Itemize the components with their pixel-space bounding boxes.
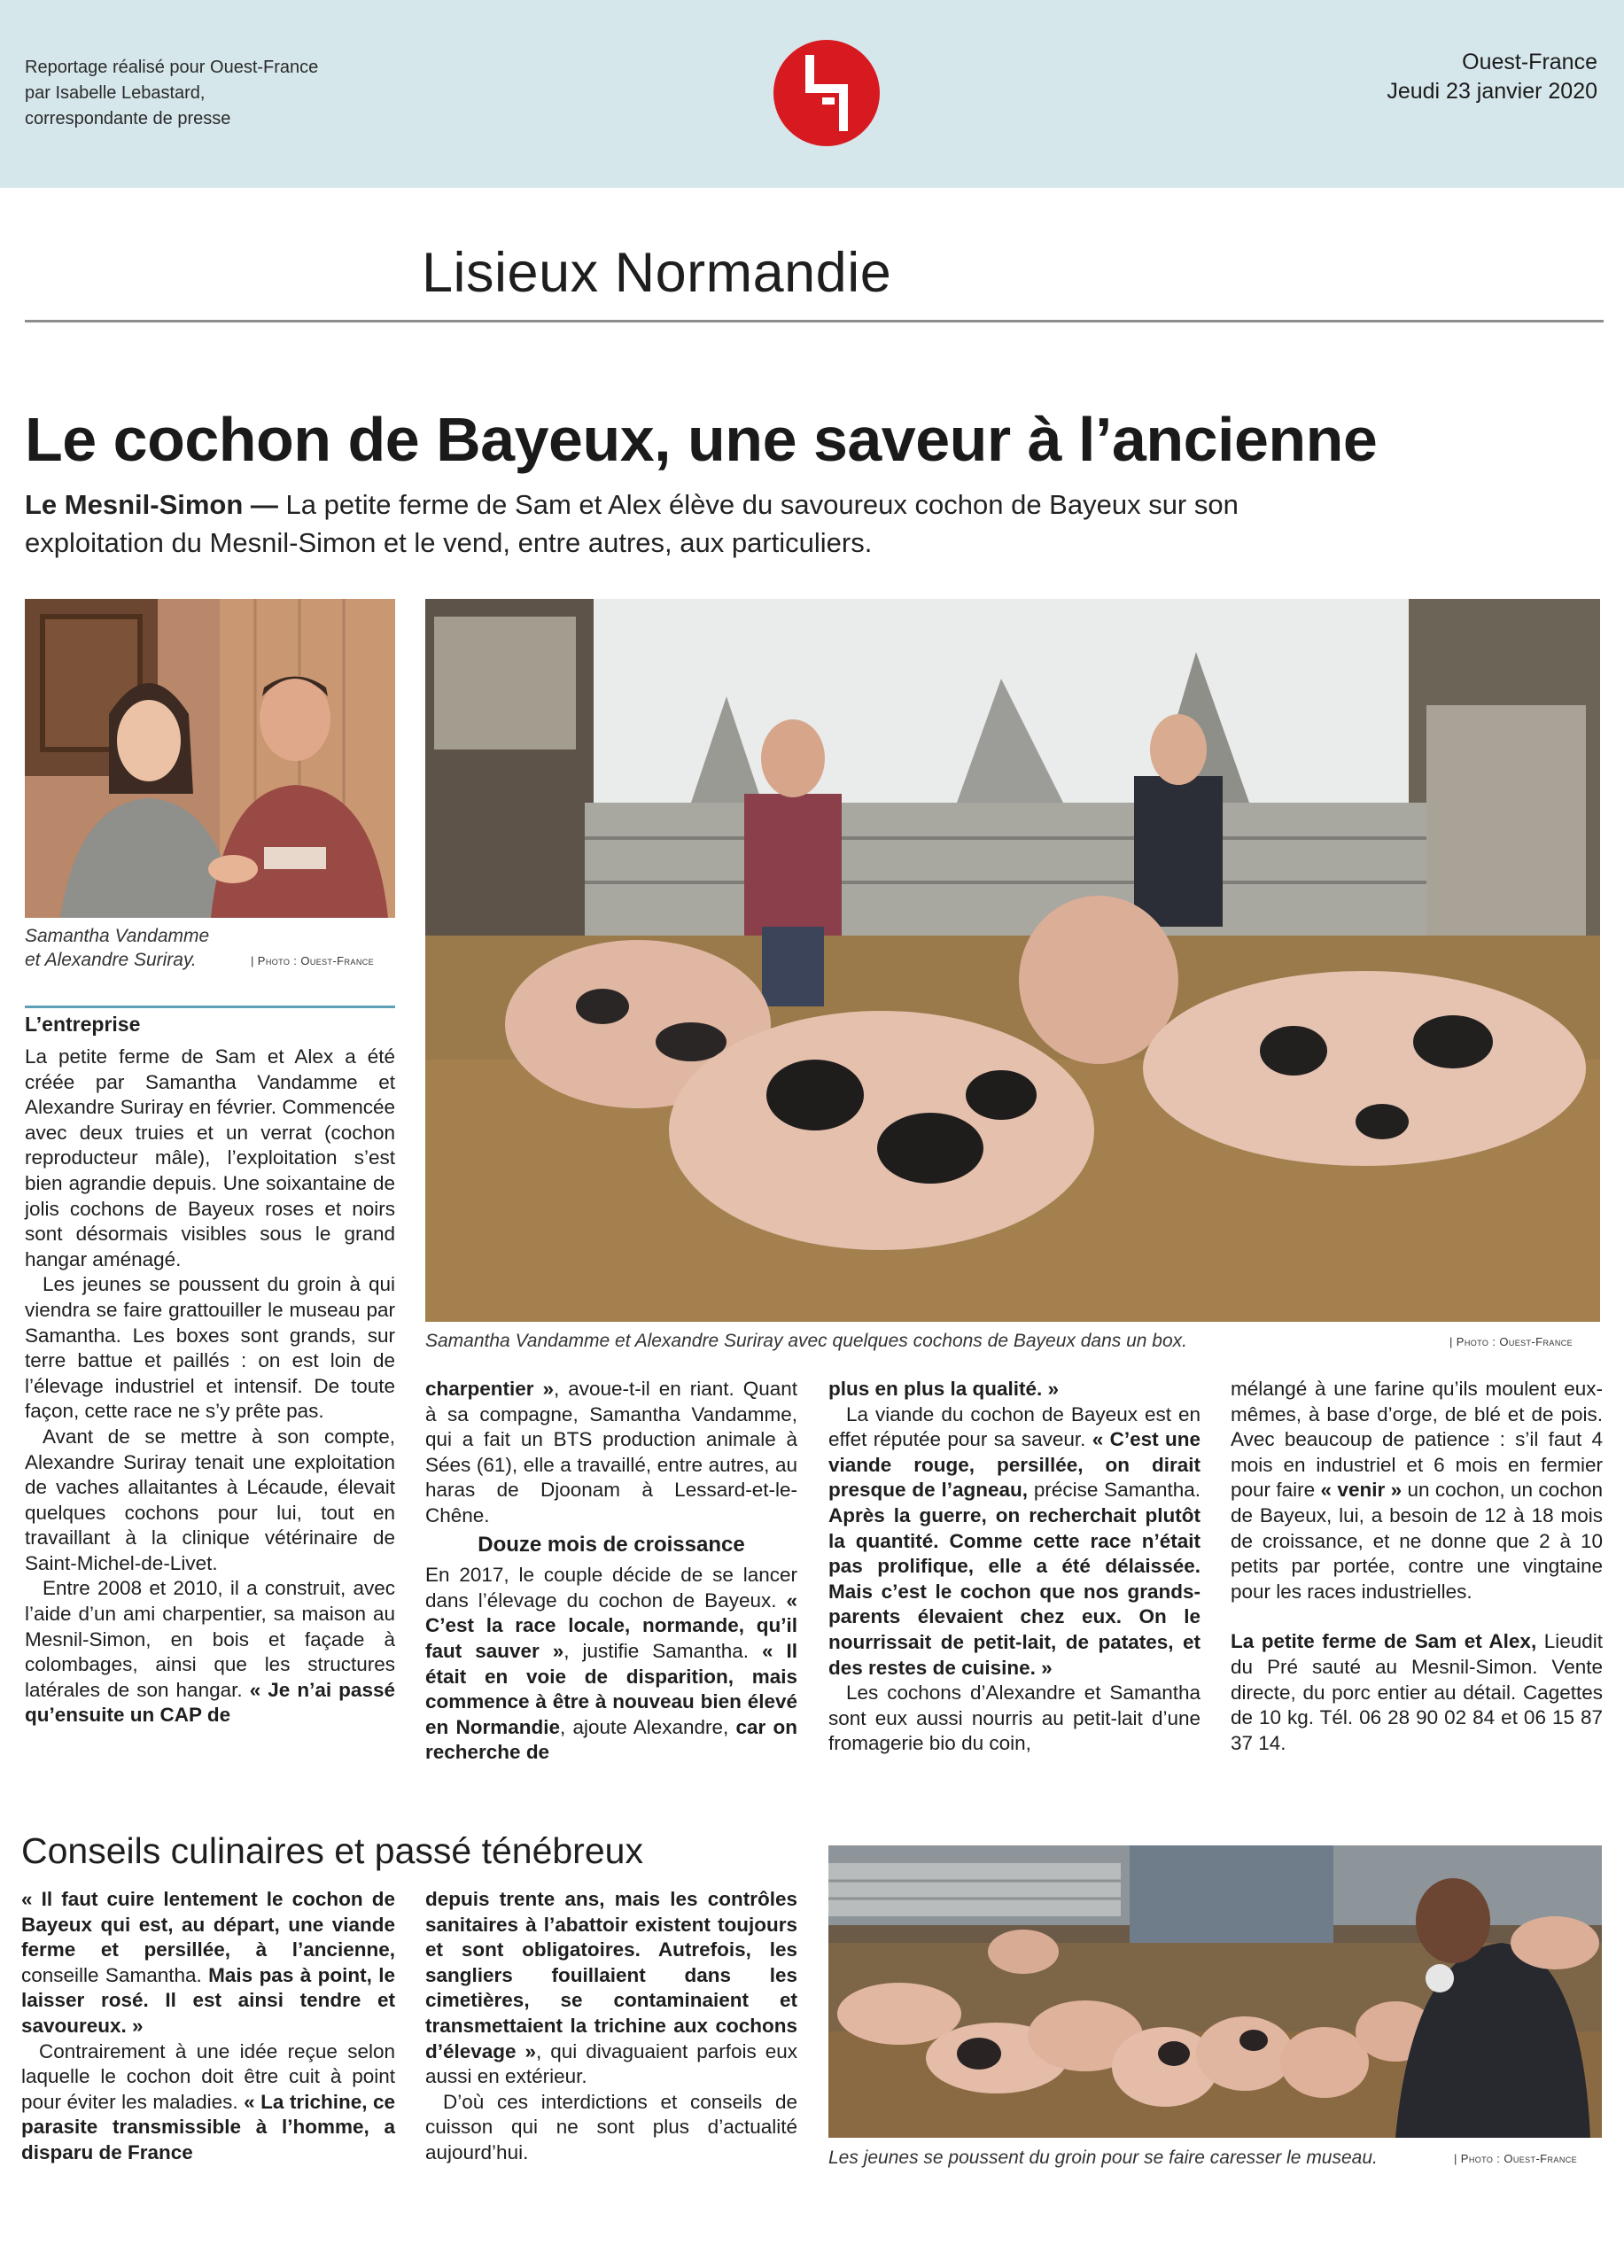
lede-place: Le Mesnil-Simon —	[25, 489, 278, 520]
col3-text: La viande du cochon de Bayeux est en effet réputée pour sa saveur.	[828, 1402, 1201, 1451]
col2-text: En 2017, le couple décide de se lancer dans l’élevage du cochon de Bayeux.	[425, 1564, 797, 1612]
col2-paragraph	[425, 1563, 797, 1766]
s2c1-text: conseille Samantha.	[21, 1963, 209, 1986]
article-column-2	[425, 1377, 797, 1766]
photo-pigs-box	[425, 599, 1600, 1322]
s2c2-paragraph	[425, 1887, 797, 2090]
section-rule	[25, 320, 1604, 322]
col2-quote: car on recherche de	[425, 1715, 797, 1764]
col1-text: Entre 2008 et 2010, il a construit, avec l’aide d’un ami charpentier, sa maison au Mesnil-Simon, en bois et façade à colombages, ainsi que les structures latérales de son hangar.	[25, 1577, 395, 1701]
col3-paragraph	[828, 1377, 1201, 1402]
col2-quote: « C’est la race locale, normande, qu’il faut sauver »	[425, 1588, 797, 1662]
article-lede	[25, 485, 1318, 562]
col1-paragraph: La petite ferme de Sam et Alex a été créée par Samantha Vandamme et Alexandre Suriray en février. Commencée avec deux truies et un verrat (cochon reproducteur mâle), l’exploitation s’est bien agrandie depuis. Une soixantaine de jolis cochons de Bayeux roses et noirs sont désormais visibles sous le grand hangar aménagé.	[25, 1045, 395, 1270]
report-credit	[25, 55, 397, 132]
photo-pigs-box-credit: | Photo : Ouest-France	[1449, 1335, 1573, 1348]
s2c1-quote: Mais pas à point, le laisser rosé. Il est ainsi tendre et savoureux. »	[21, 1963, 395, 2037]
col2-text: , ajoute Alexandre,	[560, 1715, 736, 1738]
photo-pigs-box-caption: Samantha Vandamme et Alexandre Suriray avec quelques cochons de Bayeux dans un box.	[425, 1331, 1187, 1351]
photo-couple-caption: Samantha Vandamme et Alexandre Suriray.	[25, 926, 210, 970]
col3-paragraph: Les cochons d’Alexandre et Samantha sont eux aussi nourris au petit-lait d’une fromagerie bio du coin,	[828, 1682, 1201, 1755]
article-column-3	[828, 1377, 1201, 1757]
article-column-4	[1231, 1377, 1603, 1756]
col2-quote: « Il était en voie de disparition, mais commence à être à nouveau bien élevé en Normandie	[425, 1639, 797, 1738]
photo-piglets-caption: Les jeunes se poussent du groin pour se faire caresser le museau.	[828, 2148, 1378, 2168]
publication-info	[1387, 48, 1597, 106]
section2-column-2	[425, 1887, 797, 2166]
col3-quote: plus en plus la qualité. »	[828, 1378, 1060, 1400]
section-title: Lisieux Normandie	[422, 242, 892, 304]
col2-quote: charpentier »	[425, 1378, 555, 1400]
subhead-douze-mois: Douze mois de croissance	[478, 1532, 745, 1557]
credit-line-3: correspondante de presse	[25, 109, 231, 128]
s2c2-paragraph: D’où ces interdictions et conseils de cuisson qui ne sont plus d’actualité aujourd’hui.	[425, 2090, 797, 2163]
col3-text: précise Samantha.	[1027, 1479, 1201, 1502]
col1-paragraph: Avant de se mettre à son compte, Alexandre Suriray tenait une exploitation de vaches allaitantes à Lécaude, élevait quelques cochons pour lui, tout en travaillant à la clinique vétérinaire de Saint-Michel-de-Livet.	[25, 1425, 395, 1574]
s2c1-paragraph	[21, 2039, 395, 2166]
section2-title: Conseils culinaires et passé ténébreux	[21, 1830, 643, 1871]
s2c2-text: , qui divaguaient parfois eux aussi en extérieur.	[425, 2039, 798, 2088]
credit-line-1: Reportage réalisé pour Ouest-France	[25, 58, 319, 77]
lede-text: La petite ferme de Sam et Alex élève du savoureux cochon de Bayeux sur son exploitation du Mesnil-Simon et le vend, entre autres, aux particuliers.	[25, 489, 1239, 558]
ouest-france-logo	[773, 39, 881, 147]
section2-column-1	[21, 1887, 395, 2166]
col3-paragraph	[828, 1402, 1201, 1682]
farm-info-text: Lieudit du Pré sauté au Mesnil-Simon. Vente directe, du porc entier au détail. Cagettes de 10 kg. Tél. 06 28 90 02 84 et 06 15 87 37 14.	[1231, 1630, 1603, 1754]
article-column-1	[25, 1045, 395, 1728]
col2-paragraph	[425, 1377, 797, 1529]
col4-paragraph	[1231, 1377, 1603, 1604]
credit-line-2: par Isabelle Lebastard,	[25, 83, 206, 103]
col2-text: , avoue-t-il en riant. Quant à sa compagne, Samantha Vandamme, qui a fait un BTS production animale à Sées (61), elle a travaillé, entre autres, au haras de Djoonam à Lessard-et-le-Chêne.	[425, 1378, 797, 1526]
col3-quote: Après la guerre, on recherchait plutôt la quantité. Comme cette race n’était pas prolifique, elle a été délaissée. Mais c’est le cochon que nos grands-parents élevaient chez eux. On le nourrissait de petit-lait, de patates, et des restes de cuisine. »	[828, 1503, 1201, 1679]
col1-quote: « Je n’ai passé qu’ensuite un CAP de	[25, 1678, 395, 1727]
col2-text: , justifie Samantha.	[563, 1639, 762, 1662]
farm-info-title: La petite ferme de Sam et Alex,	[1231, 1630, 1537, 1653]
col4-text: un cochon, un cochon de Bayeux, lui, a besoin de 12 à 18 mois de croissance, et ne donne que 2 à 10 petits par portée, contre une vingtaine pour les races industrielles.	[1231, 1479, 1603, 1603]
col1-paragraph	[25, 1576, 395, 1728]
publication-name: Ouest-France	[1462, 50, 1597, 74]
s2c1-quote: « La trichine, ce parasite transmissible à l’homme, a disparu de France	[21, 2090, 395, 2163]
publication-date: Jeudi 23 janvier 2020	[1387, 79, 1597, 104]
s2c1-quote: « Il faut cuire lentement le cochon de Bayeux qui est, au départ, une viande ferme et persillée, à l’ancienne,	[21, 1888, 395, 1961]
col4-text: mélangé à une farine qu’ils moulent eux-mêmes, à base d’orge, de blé et de pois. Avec beaucoup de patience : s’il faut 4 mois en industriel et 6 mois en fermier pour faire	[1231, 1378, 1603, 1502]
top-banner	[0, 0, 1624, 188]
photo-couple-credit: | Photo : Ouest-France	[251, 954, 375, 967]
photo-piglets	[828, 1845, 1602, 2138]
s2c1-paragraph	[21, 1887, 395, 2039]
subhead-entreprise: L’entreprise	[25, 1006, 395, 1037]
col1-paragraph: Les jeunes se poussent du groin à qui viendra se faire grattouiller le museau par Samantha. Les boxes sont grands, sur terre battue et paillés : on est loin de l’élevage industriel et intensif. De toute façon, cette race ne s’y prête pas.	[25, 1273, 395, 1423]
farm-info-box	[1231, 1629, 1603, 1756]
col4-quote: « venir »	[1320, 1479, 1403, 1502]
s2c2-quote: depuis trente ans, mais les contrôles sanitaires à l’abattoir existent toujours et sont obligatoires. Autrefois, les sangliers fouillaient dans les cimetières, se contaminaient et transmettaient la trichine aux cochons d’élevage »	[425, 1888, 797, 2062]
article-headline: Le cochon de Bayeux, une saveur à l’ancienne	[25, 405, 1378, 474]
photo-piglets-credit: | Photo : Ouest-France	[1454, 2152, 1578, 2165]
col3-quote: « C’est une viande rouge, persillée, on dirait presque de l’agneau,	[828, 1428, 1201, 1502]
photo-couple-portrait	[25, 599, 395, 918]
s2c1-text: Contrairement à une idée reçue selon laquelle le cochon doit être cuit à point pour éviter les maladies.	[21, 2039, 395, 2113]
